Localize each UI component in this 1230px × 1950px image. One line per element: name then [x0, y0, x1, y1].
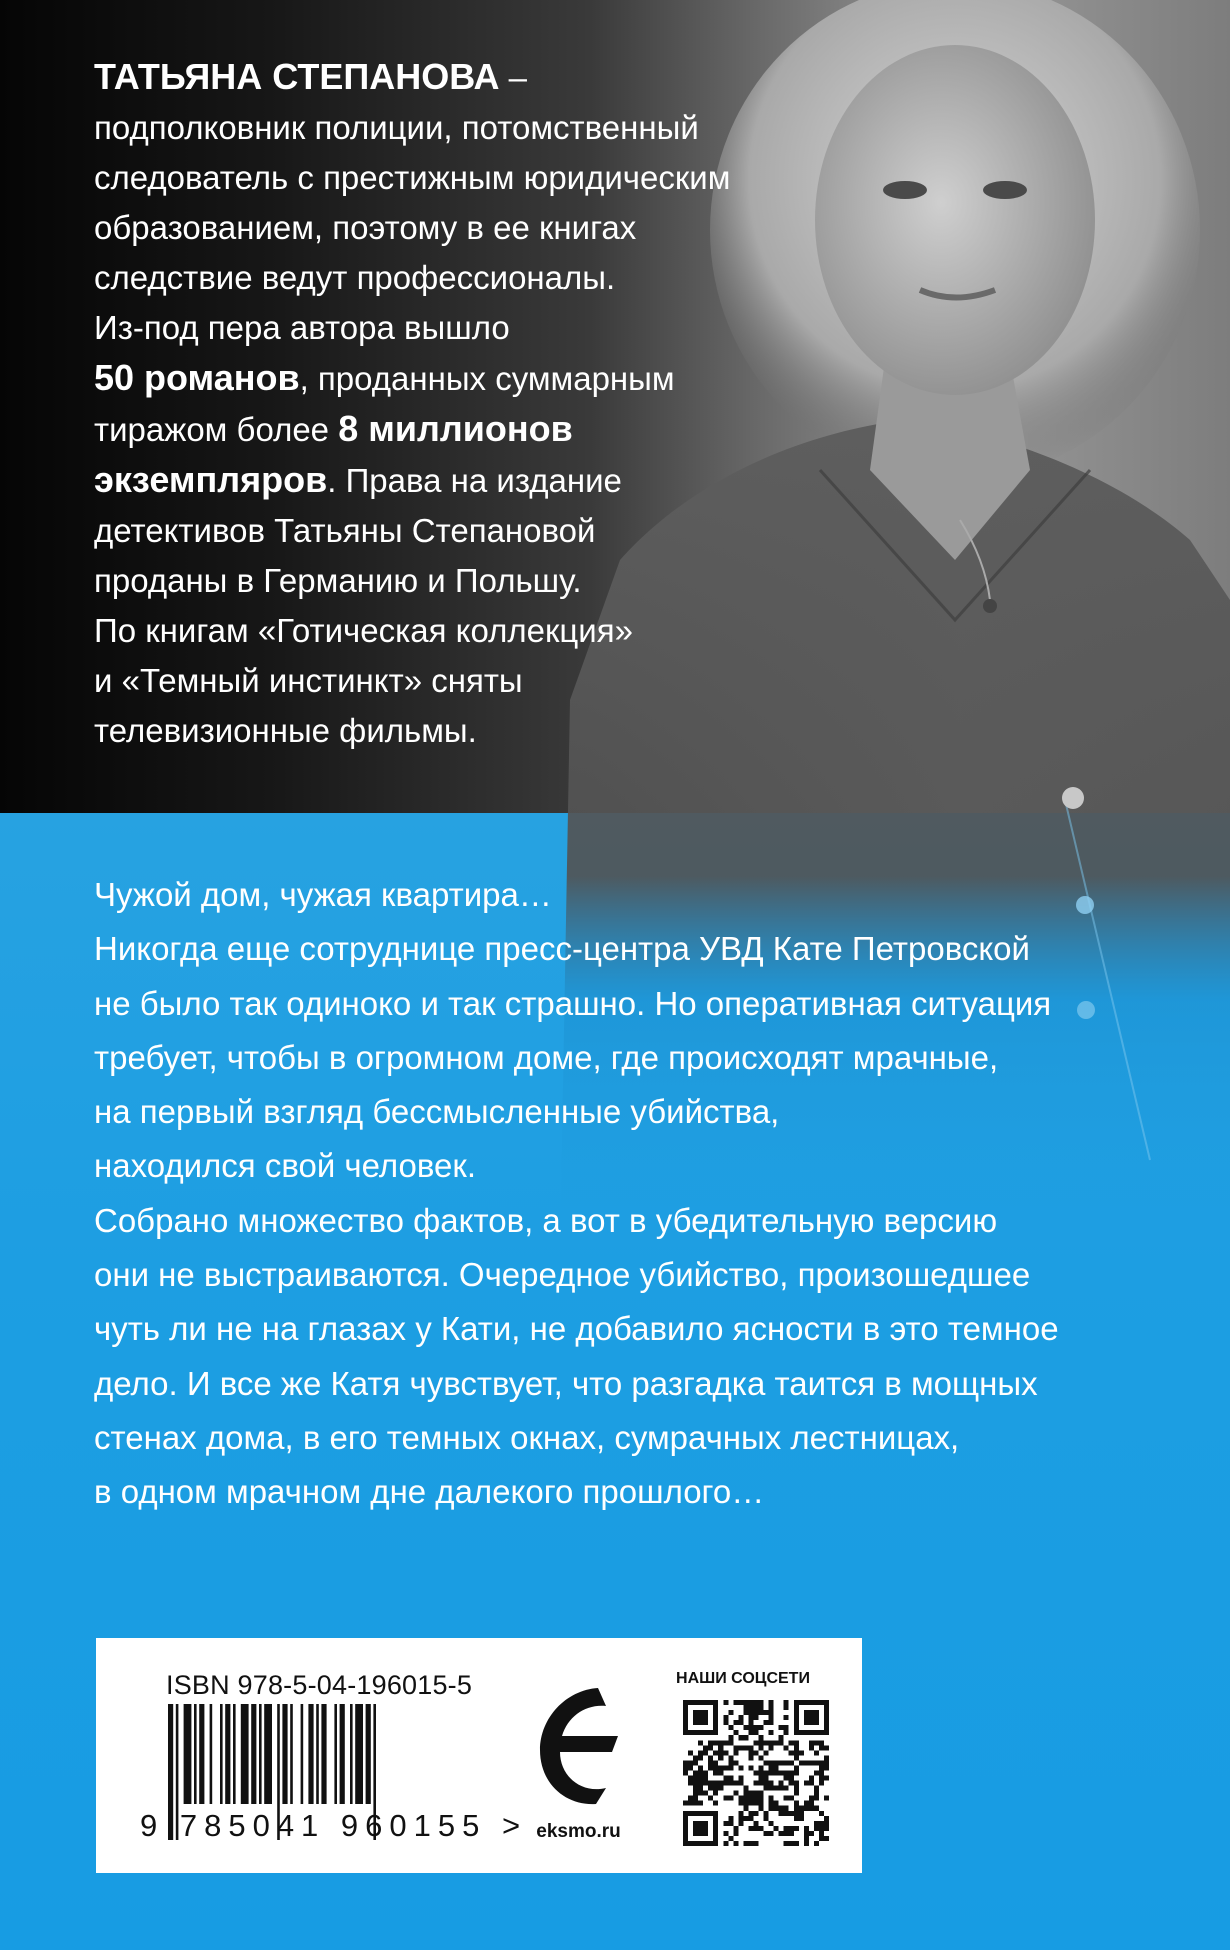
- bio-line-11: проданы в Германию и Польшу.: [94, 562, 582, 599]
- bio-line-2: подполковник полиции, потомственный: [94, 109, 699, 146]
- social-label[interactable]: НАШИ СОЦСЕТИ: [676, 1670, 810, 1687]
- isbn-label: ISBN 978-5-04-196015-5: [166, 1670, 473, 1700]
- annotation-line: Собрано множество фактов, а вот в убедительную версию: [94, 1201, 998, 1239]
- bio-line-7: 50 романов, проданных суммарным: [94, 357, 675, 398]
- eksmo-logo-icon: [526, 1676, 626, 1814]
- annotation-line: Никогда еще сотруднице пресс-центра УВД Кате Петровской: [94, 930, 1030, 968]
- annotation-line: требует, чтобы в огромном доме, где происходят мрачные,: [94, 1038, 999, 1076]
- annotation-line: не было так одиноко и так страшно. Но оперативная ситуация: [94, 984, 1052, 1022]
- brand-label: eksmo.ru: [536, 1821, 621, 1842]
- annotation-line: в одном мрачном дне далекого прошлого…: [94, 1473, 765, 1511]
- bio-line-6: Из-под пера автора вышло: [94, 309, 510, 346]
- bio-line-9: экземпляров. Права на издание: [94, 459, 622, 500]
- author-name: ТАТЬЯНА СТЕПАНОВА: [94, 56, 500, 97]
- novels-count: 50 романов: [94, 357, 300, 398]
- bio-line-5: следствие ведут профессионалы.: [94, 259, 616, 296]
- annotation-line: находился свой человек.: [94, 1147, 476, 1185]
- qr-code-icon[interactable]: [683, 1700, 829, 1846]
- bio-line-3: следователь с престижным юридическим: [94, 159, 731, 196]
- annotation-line: на первый взгляд бессмысленные убийства,: [94, 1093, 780, 1131]
- annotation-line: они не выстраиваются. Очередное убийство, произошедшее: [94, 1256, 1031, 1294]
- publisher-info-box: [96, 1638, 862, 1873]
- bio-line-10: детективов Татьяны Степановой: [94, 512, 596, 549]
- annotation-line: чуть ли не на глазах у Кати, не добавило ясности в это темное: [94, 1310, 1059, 1348]
- annotation-line: дело. И все же Катя чувствует, что разгадка таится в мощных: [94, 1364, 1038, 1402]
- copies-count: 8 миллионов: [338, 408, 573, 449]
- bio-line-8: тиражом более 8 миллионов: [94, 408, 573, 449]
- bio-line-4: образованием, поэтому в ее книгах: [94, 209, 637, 246]
- annotation-line: Чужой дом, чужая квартира…: [94, 876, 552, 913]
- copies-word: экземпляров: [94, 459, 328, 500]
- book-annotation: [94, 868, 1094, 1520]
- bio-line-13: и «Темный инстинкт» сняты: [94, 662, 523, 699]
- author-bio: [94, 52, 754, 756]
- bio-line-1: ТАТЬЯНА СТЕПАНОВА –: [94, 56, 528, 97]
- barcode-digits: 9 785041 960155 >: [140, 1808, 528, 1843]
- annotation-line: стенах дома, в его темных окнах, сумрачных лестницах,: [94, 1418, 960, 1456]
- bio-line-14: телевизионные фильмы.: [94, 712, 477, 749]
- bio-line-12: По книгам «Готическая коллекция»: [94, 612, 633, 649]
